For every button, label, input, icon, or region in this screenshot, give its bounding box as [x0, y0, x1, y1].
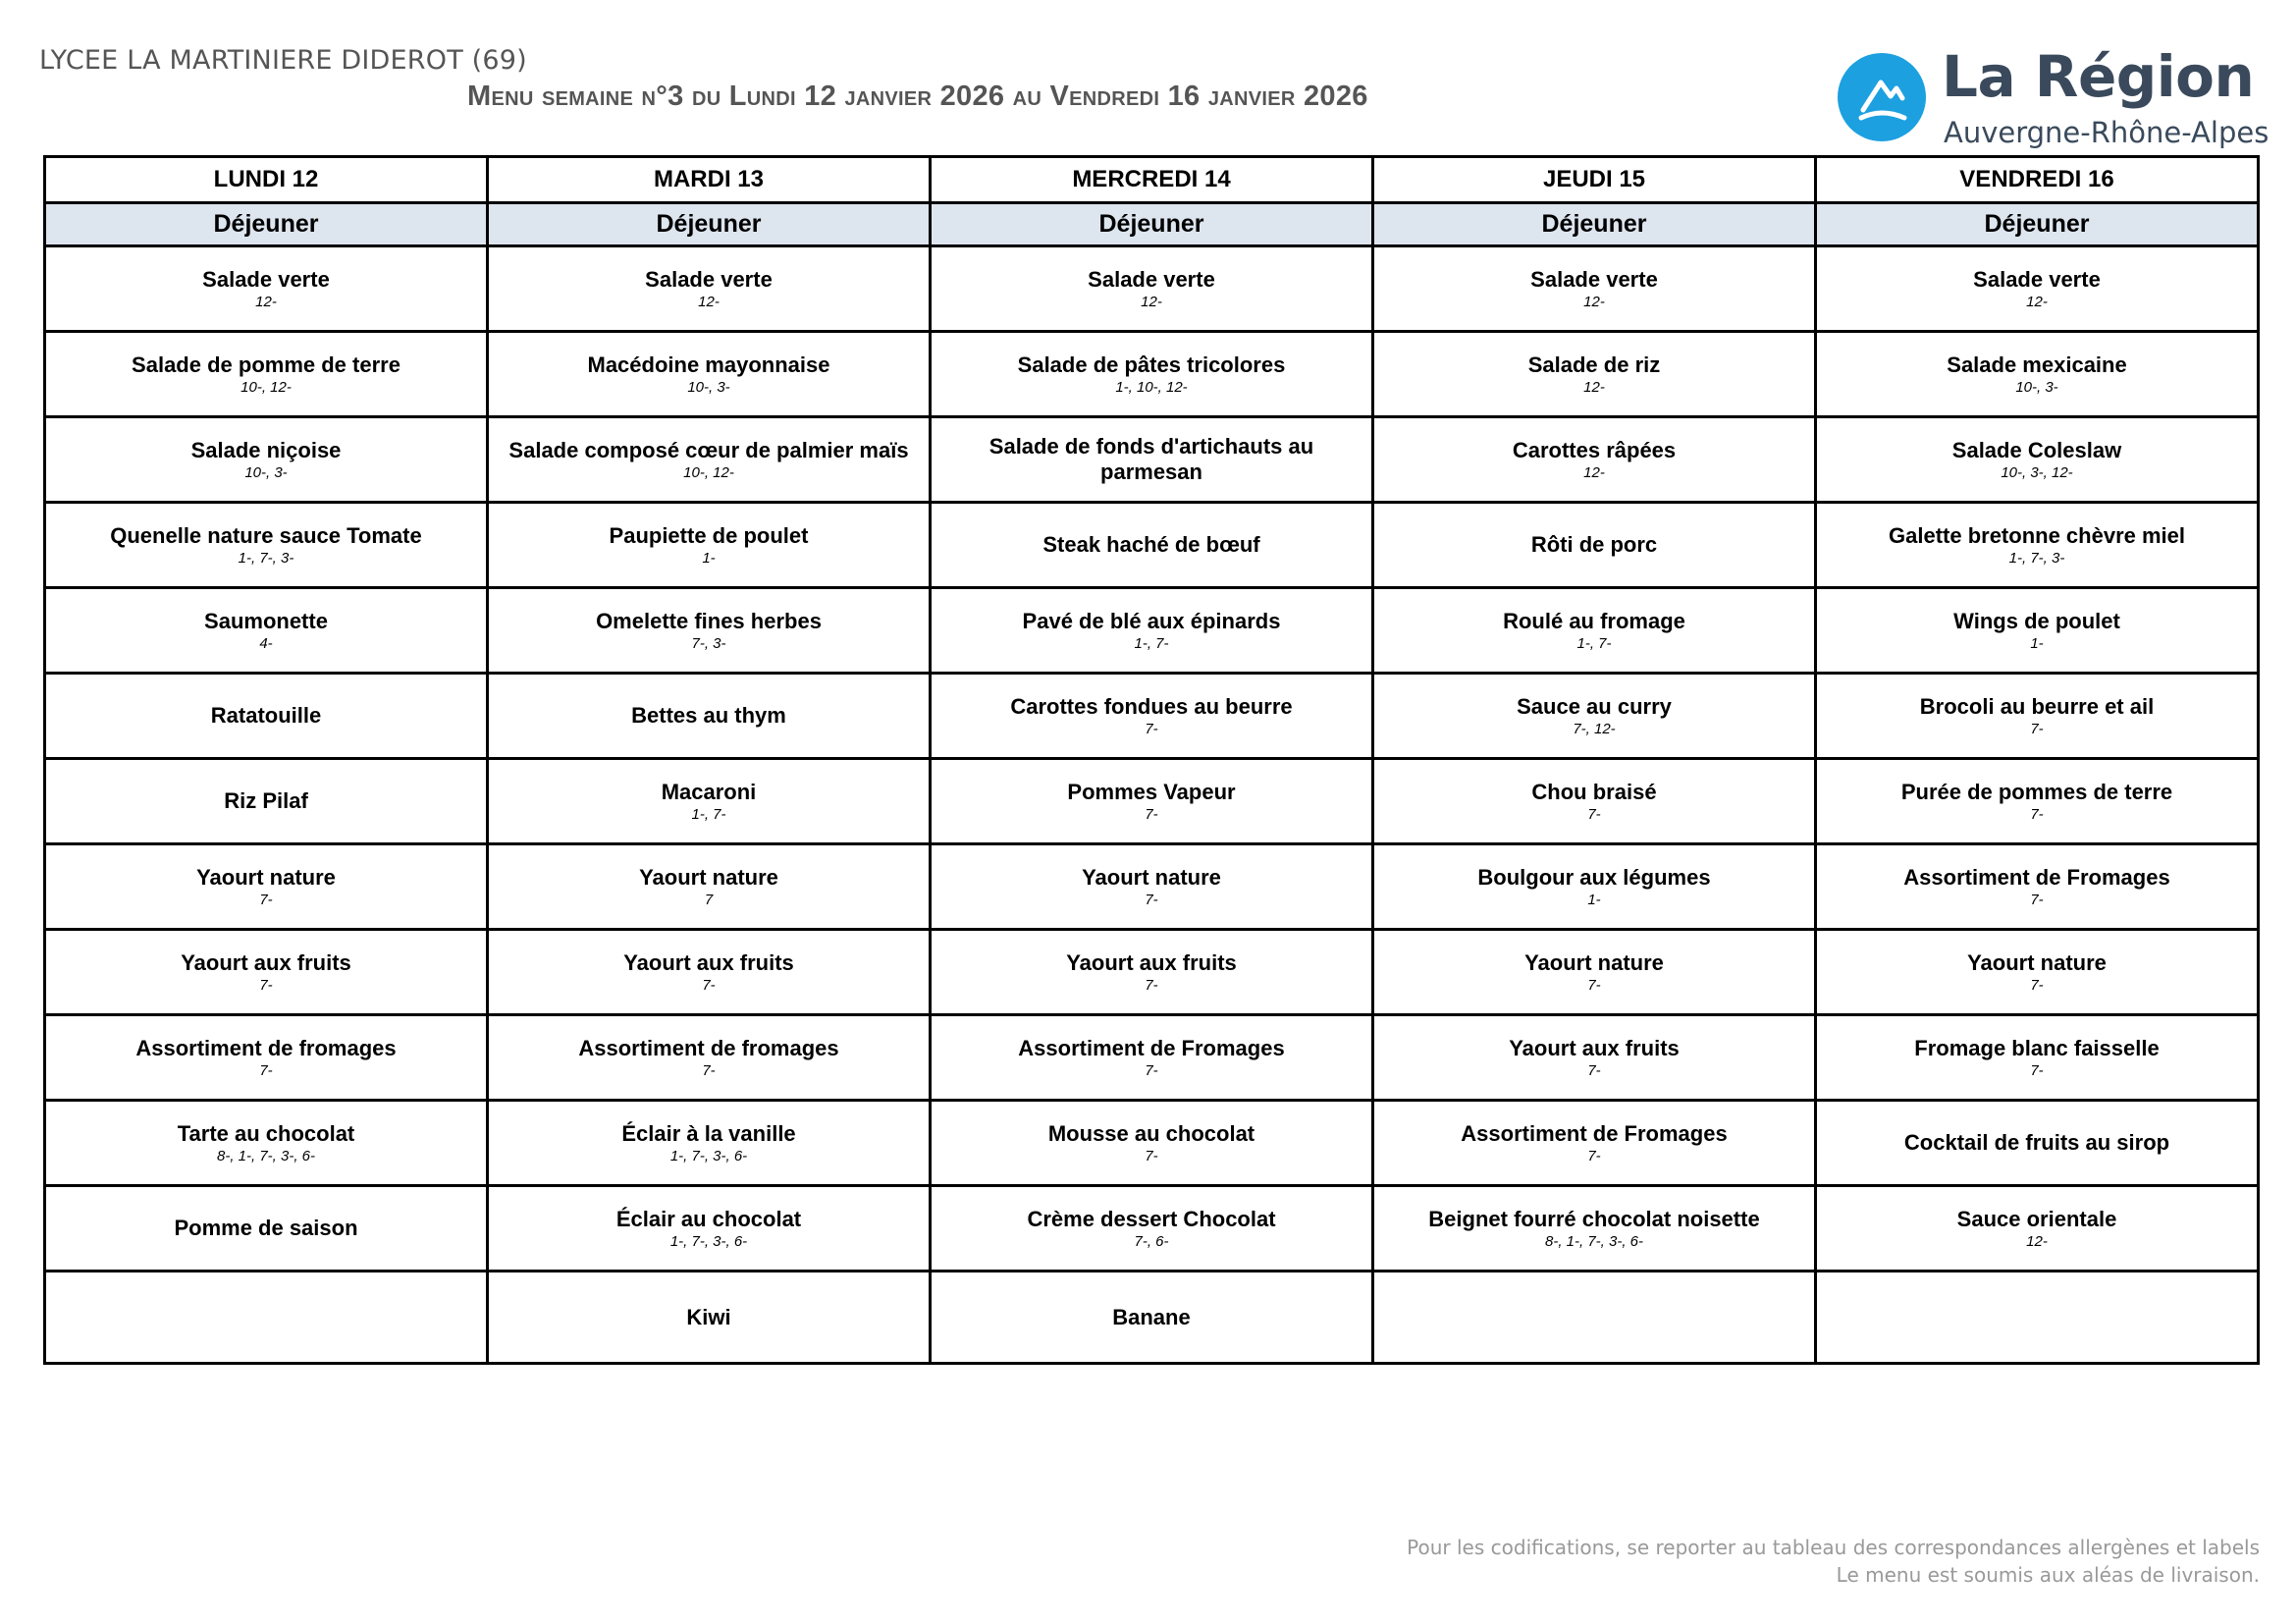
- dish-name: Salade composé cœur de palmier maïs: [508, 437, 909, 462]
- allergen-codes: 1-: [702, 549, 716, 567]
- menu-cell: [1373, 332, 1816, 417]
- allergen-codes: 1-, 7-: [1134, 634, 1169, 652]
- menu-row: [45, 417, 2259, 503]
- day-header-row: [45, 157, 2259, 203]
- menu-cell: [45, 417, 488, 503]
- allergen-codes: 7-, 6-: [1134, 1232, 1169, 1250]
- menu-cell: [931, 246, 1373, 332]
- dish-name: Salade de pâtes tricolores: [1017, 352, 1286, 377]
- menu-cell: [1816, 588, 2259, 674]
- dish-name: Carottes fondues au beurre: [1010, 693, 1293, 719]
- menu-cell: [1816, 1015, 2259, 1101]
- menu-cell: [488, 417, 931, 503]
- school-name: LYCEE LA MARTINIERE DIDEROT (69): [39, 45, 527, 76]
- menu-cell: [488, 1272, 931, 1364]
- menu-cell: [1373, 588, 1816, 674]
- dish-name: Steak haché de bœuf: [1042, 532, 1260, 557]
- allergen-codes: 7-: [1587, 1147, 1601, 1164]
- region-logo: [1838, 43, 2269, 153]
- dish-name: Éclair au chocolat: [615, 1206, 802, 1231]
- dish-name: Pavé de blé aux épinards: [1022, 608, 1281, 633]
- menu-cell: [1373, 246, 1816, 332]
- dish-name: Yaourt aux fruits: [1509, 1035, 1680, 1060]
- allergen-codes: 7-: [259, 891, 273, 908]
- menu-cell: [1816, 417, 2259, 503]
- allergen-codes: 7-: [2030, 976, 2044, 994]
- menu-cell: [45, 674, 488, 759]
- region-logo-icon: [1838, 53, 1926, 141]
- menu-cell: [488, 844, 931, 930]
- dish-name: Macaroni: [661, 779, 757, 804]
- allergen-codes: 12-: [1583, 463, 1605, 481]
- menu-cell: [1373, 674, 1816, 759]
- menu-cell: [1816, 332, 2259, 417]
- allergen-codes: 1-, 7-, 3-, 6-: [669, 1232, 748, 1250]
- allergen-codes: 7-: [1145, 976, 1158, 994]
- dish-name: Assortiment de fromages: [578, 1035, 839, 1060]
- menu-cell: [1373, 930, 1816, 1015]
- allergen-codes: 10-, 12-: [240, 378, 292, 396]
- menu-cell: [488, 1186, 931, 1272]
- allergen-codes: 7-: [259, 976, 273, 994]
- allergen-codes: 12-: [1583, 293, 1605, 310]
- menu-cell: [931, 674, 1373, 759]
- allergen-codes: 1-, 7-, 3-: [238, 549, 294, 567]
- menu-cell: [1816, 1186, 2259, 1272]
- allergen-codes: 12-: [2026, 293, 2048, 310]
- dish-name: Brocoli au beurre et ail: [1919, 693, 2155, 719]
- dish-name: Omelette fines herbes: [596, 608, 822, 633]
- menu-row: [45, 930, 2259, 1015]
- dish-name: Roulé au fromage: [1503, 608, 1685, 633]
- menu-cell: [45, 930, 488, 1015]
- dish-name: Salade verte: [1530, 266, 1658, 292]
- allergen-codes: 7-: [1145, 1061, 1158, 1079]
- menu-cell: [1373, 1272, 1816, 1364]
- dish-name: Macédoine mayonnaise: [587, 352, 830, 377]
- allergen-codes: 7-, 12-: [1573, 720, 1616, 737]
- dish-name: Cocktail de fruits au sirop: [1903, 1130, 2170, 1155]
- allergen-codes: 1-, 7-, 3-: [2008, 549, 2065, 567]
- dish-name: Saumonette: [204, 608, 328, 633]
- menu-cell: [931, 417, 1373, 503]
- meal-header: Déjeuner: [931, 203, 1373, 246]
- dish-name: Salade Coleslaw: [1951, 437, 2122, 462]
- allergen-codes: 1-: [1587, 891, 1601, 908]
- allergen-codes: 1-: [2030, 634, 2044, 652]
- dish-name: Salade de fonds d'artichauts au parmesan: [988, 434, 1314, 484]
- allergen-codes: 7-: [702, 976, 716, 994]
- allergen-codes: 10-, 3-: [687, 378, 730, 396]
- dish-name: Yaourt nature: [639, 864, 778, 890]
- allergen-codes: 7-: [1145, 805, 1158, 823]
- dish-name: Pomme de saison: [174, 1216, 358, 1240]
- dish-name: Boulgour aux légumes: [1477, 864, 1711, 890]
- menu-cell: [931, 1015, 1373, 1101]
- allergen-codes: 10-, 3-: [2015, 378, 2058, 396]
- menu-cell: [45, 1015, 488, 1101]
- menu-cell: [1373, 1015, 1816, 1101]
- menu-cell: [931, 844, 1373, 930]
- dish-name: Salade de pomme de terre: [132, 352, 400, 377]
- footer-note: [1407, 1534, 2260, 1589]
- dish-name: Salade verte: [202, 266, 330, 292]
- allergen-codes: 4-: [259, 634, 273, 652]
- page-title: Menu semaine n°3 du Lundi 12 janvier 2026 au Vendredi 16 janvier 2026: [467, 81, 1368, 112]
- dish-name: Kiwi: [686, 1304, 731, 1329]
- allergen-codes: 7-: [2030, 805, 2044, 823]
- dish-name: Yaourt nature: [1967, 949, 2107, 975]
- dish-name: Yaourt nature: [1082, 864, 1221, 890]
- dish-name: Tarte au chocolat: [177, 1120, 355, 1146]
- dish-name: Assortiment de Fromages: [1461, 1120, 1728, 1146]
- menu-row: [45, 588, 2259, 674]
- dish-name: Rôti de porc: [1530, 532, 1658, 557]
- menu-cell: [931, 1186, 1373, 1272]
- menu-cell: [931, 588, 1373, 674]
- dish-name: Pommes Vapeur: [1067, 779, 1236, 804]
- allergen-codes: 7-: [259, 1061, 273, 1079]
- menu-cell: [1373, 417, 1816, 503]
- dish-name: Quenelle nature sauce Tomate: [110, 522, 422, 548]
- region-logo-subtitle: Auvergne-Rhône-Alpes: [1944, 116, 2269, 149]
- menu-cell: [931, 332, 1373, 417]
- menu-cell: [488, 674, 931, 759]
- menu-cell: [1816, 503, 2259, 588]
- dish-name: Yaourt aux fruits: [181, 949, 351, 975]
- menu-cell: [931, 1101, 1373, 1186]
- meal-header: Déjeuner: [488, 203, 931, 246]
- dish-name: Yaourt aux fruits: [1066, 949, 1237, 975]
- menu-row: [45, 759, 2259, 844]
- dish-name: Salade mexicaine: [1947, 352, 2127, 377]
- menu-row: [45, 246, 2259, 332]
- dish-name: Fromage blanc faisselle: [1914, 1035, 2160, 1060]
- dish-name: Ratatouille: [210, 703, 322, 728]
- menu-cell: [488, 332, 931, 417]
- dish-name: Banane: [1112, 1304, 1191, 1329]
- menu-cell: [45, 844, 488, 930]
- menu-cell: [931, 930, 1373, 1015]
- allergen-codes: 7-, 3-: [691, 634, 726, 652]
- allergen-codes: 12-: [698, 293, 720, 310]
- menu-cell: [1373, 1186, 1816, 1272]
- allergen-codes: 10-, 3-, 12-: [2001, 463, 2073, 481]
- dish-name: Carottes râpées: [1512, 437, 1677, 462]
- allergen-codes: 7: [704, 891, 714, 908]
- allergen-codes: 7-: [1587, 976, 1601, 994]
- allergen-codes: 10-, 3-: [244, 463, 288, 481]
- menu-cell: [488, 1101, 931, 1186]
- menu-cell: [931, 1272, 1373, 1364]
- allergen-codes: 7-: [2030, 891, 2044, 908]
- meal-header: Déjeuner: [1816, 203, 2259, 246]
- allergen-codes: 1-, 10-, 12-: [1115, 378, 1188, 396]
- menu-row: [45, 503, 2259, 588]
- menu-cell: [488, 588, 931, 674]
- dish-name: Riz Pilaf: [224, 788, 308, 813]
- menu-row: [45, 332, 2259, 417]
- allergen-codes: 7-: [1145, 891, 1158, 908]
- menu-cell: [45, 246, 488, 332]
- dish-name: Éclair à la vanille: [621, 1120, 796, 1146]
- dish-name: Salade verte: [1973, 266, 2101, 292]
- menu-cell: [1373, 503, 1816, 588]
- dish-name: Crème dessert Chocolat: [1027, 1206, 1276, 1231]
- dish-name: Salade de riz: [1527, 352, 1661, 377]
- allergen-codes: 1-, 7-, 3-, 6-: [669, 1147, 748, 1164]
- day-header: LUNDI 12: [45, 157, 488, 203]
- allergen-codes: 7-: [2030, 1061, 2044, 1079]
- allergen-codes: 12-: [1141, 293, 1162, 310]
- menu-row: [45, 1015, 2259, 1101]
- menu-cell: [931, 759, 1373, 844]
- dish-name: Paupiette de poulet: [609, 522, 809, 548]
- menu-cell: [488, 503, 931, 588]
- menu-cell: [1816, 844, 2259, 930]
- day-header: VENDREDI 16: [1816, 157, 2259, 203]
- day-header: JEUDI 15: [1373, 157, 1816, 203]
- dish-name: Galette bretonne chèvre miel: [1889, 522, 2185, 548]
- dish-name: Assortiment de Fromages: [1018, 1035, 1285, 1060]
- allergen-codes: 12-: [255, 293, 277, 310]
- dish-name: Yaourt nature: [1524, 949, 1664, 975]
- dish-name: Assortiment de fromages: [135, 1035, 397, 1060]
- dish-name: Salade niçoise: [190, 437, 342, 462]
- allergen-codes: 7-: [1145, 720, 1158, 737]
- menu-cell: [1373, 1101, 1816, 1186]
- dish-name: Yaourt aux fruits: [623, 949, 794, 975]
- dish-name: Salade verte: [1088, 266, 1215, 292]
- menu-row: [45, 844, 2259, 930]
- dish-name: Wings de poulet: [1953, 608, 2120, 633]
- dish-name: Sauce au curry: [1517, 693, 1672, 719]
- menu-cell: [1816, 674, 2259, 759]
- menu-row: [45, 1101, 2259, 1186]
- menu-cell: [1816, 930, 2259, 1015]
- menu-cell: [1816, 246, 2259, 332]
- menu-row: [45, 1186, 2259, 1272]
- menu-cell: [1373, 759, 1816, 844]
- menu-cell: [488, 1015, 931, 1101]
- allergen-codes: 1-, 7-: [691, 805, 726, 823]
- menu-cell: [1816, 759, 2259, 844]
- menu-cell: [45, 1186, 488, 1272]
- meal-header-row: [45, 203, 2259, 246]
- day-header: MERCREDI 14: [931, 157, 1373, 203]
- menu-cell: [488, 930, 931, 1015]
- footer-line-delivery: Le menu est soumis aux aléas de livraison.: [1836, 1563, 2260, 1587]
- menu-cell: [931, 503, 1373, 588]
- menu-cell: [45, 1101, 488, 1186]
- dish-name: Chou braisé: [1531, 779, 1657, 804]
- allergen-codes: 12-: [1583, 378, 1605, 396]
- dish-name: Assortiment de Fromages: [1903, 864, 2170, 890]
- allergen-codes: 10-, 12-: [683, 463, 734, 481]
- menu-cell: [45, 588, 488, 674]
- dish-name: Purée de pommes de terre: [1900, 779, 2173, 804]
- meal-header: Déjeuner: [1373, 203, 1816, 246]
- menu-cell: [45, 332, 488, 417]
- allergen-codes: 8-, 1-, 7-, 3-, 6-: [1544, 1232, 1644, 1250]
- allergen-codes: 7-: [2030, 720, 2044, 737]
- menu-cell: [45, 1272, 488, 1364]
- allergen-codes: 1-, 7-: [1576, 634, 1612, 652]
- menu-cell: [1816, 1101, 2259, 1186]
- menu-row: [45, 1272, 2259, 1364]
- menu-cell: [488, 759, 931, 844]
- allergen-codes: 12-: [2026, 1232, 2048, 1250]
- allergen-codes: 7-: [702, 1061, 716, 1079]
- meal-header: Déjeuner: [45, 203, 488, 246]
- allergen-codes: 7-: [1145, 1147, 1158, 1164]
- dish-name: Salade verte: [645, 266, 773, 292]
- menu-cell: [1373, 844, 1816, 930]
- region-logo-name: La Région: [1942, 43, 2255, 110]
- allergen-codes: 8-, 1-, 7-, 3-, 6-: [216, 1147, 316, 1164]
- dish-name: Bettes au thym: [631, 703, 786, 728]
- menu-row: [45, 674, 2259, 759]
- weekly-menu-table: [43, 155, 2260, 1365]
- dish-name: Beignet fourré chocolat noisette: [1428, 1206, 1760, 1231]
- menu-cell: [1816, 1272, 2259, 1364]
- footer-line-codifications: Pour les codifications, se reporter au tableau des correspondances allergènes et labels: [1407, 1536, 2260, 1559]
- menu-cell: [488, 246, 931, 332]
- allergen-codes: 7-: [1587, 1061, 1601, 1079]
- allergen-codes: 7-: [1587, 805, 1601, 823]
- dish-name: Mousse au chocolat: [1047, 1120, 1255, 1146]
- day-header: MARDI 13: [488, 157, 931, 203]
- dish-name: Yaourt nature: [196, 864, 336, 890]
- menu-cell: [45, 759, 488, 844]
- menu-cell: [45, 503, 488, 588]
- dish-name: Sauce orientale: [1956, 1206, 2117, 1231]
